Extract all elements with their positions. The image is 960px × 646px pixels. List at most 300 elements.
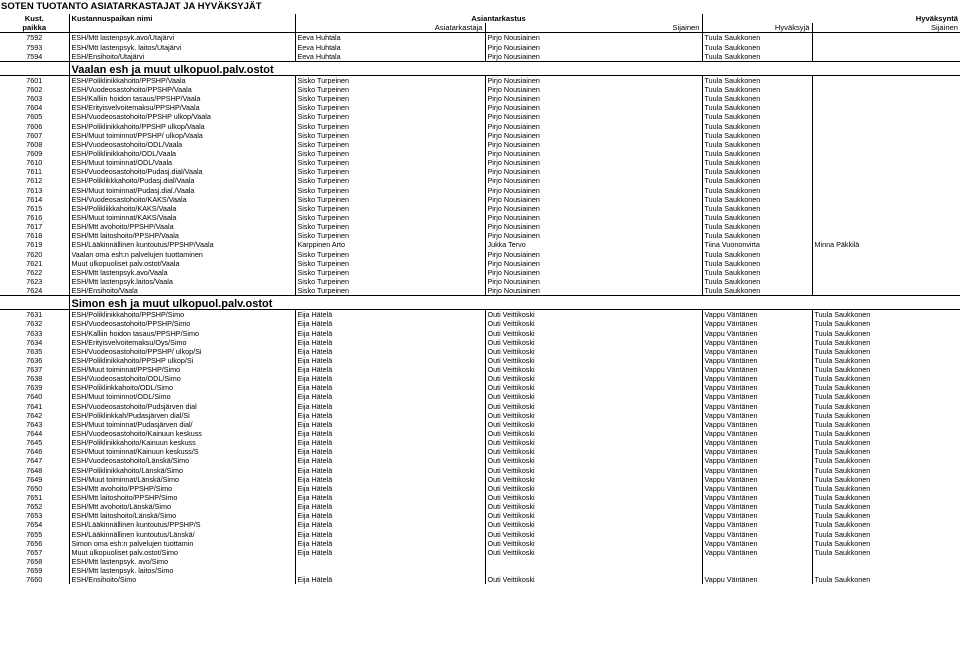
hyvaksyja-sijainen-cell: Tuula Saukkonen [812, 548, 960, 557]
cost-center-code-cell: 7656 [26, 538, 43, 548]
table-row [0, 319, 960, 328]
cost-center-code-cell: 7650 [26, 483, 43, 493]
cost-center-name-cell: ESH/Poliklinikkahoito/PPSHP/Vaala [69, 75, 295, 85]
hyvaksyja-cell: Tuula Saukkonen [702, 176, 812, 185]
table-row [0, 42, 960, 51]
sijainen-cell: Pirjo Nousiainen [485, 75, 702, 85]
cost-center-code-cell: 7602 [26, 84, 43, 94]
table-row [0, 429, 960, 438]
hyvaksyja-sijainen-cell [812, 277, 960, 286]
hyvaksyja-sijainen-cell [812, 268, 960, 277]
cost-center-name-cell: ESH/Lääkinnällinen kuntoutus/PPSHP/Vaala [69, 240, 295, 249]
cost-center-name-cell: ESH/Ensihoito/Utajärvi [69, 52, 295, 62]
sijainen-cell: Pirjo Nousiainen [485, 213, 702, 222]
asiatarkastaja-cell: Eija Hätelä [295, 548, 485, 557]
cost-center-code-cell: 7605 [26, 112, 43, 122]
cost-center-code-cell: 7645 [26, 438, 43, 448]
sijainen-cell: Outi Veittikoski [485, 548, 702, 557]
sijainen-cell: Outi Veittikoski [485, 529, 702, 538]
hyvaksyja-sijainen-cell: Tuula Saukkonen [812, 438, 960, 447]
cost-center-code-cell: 7640 [26, 392, 43, 402]
cost-center-name-cell: ESH/Poliklinikkahoito/PPSHP/Simo [69, 310, 295, 320]
table-row [0, 310, 960, 320]
hyvaksyja-sijainen-cell: Tuula Saukkonen [812, 575, 960, 584]
hyvaksyja-cell: Vappu Väntänen [702, 383, 812, 392]
hyvaksyja-sijainen-cell: Tuula Saukkonen [812, 347, 960, 356]
hyvaksyja-cell: Vappu Väntänen [702, 493, 812, 502]
asiatarkastaja-cell: Eija Hätelä [295, 529, 485, 538]
table-row [0, 356, 960, 365]
table-row [0, 149, 960, 158]
asiatarkastaja-cell: Eija Hätelä [295, 328, 485, 337]
hyvaksyja-cell: Vappu Väntänen [702, 401, 812, 410]
sijainen-cell: Pirjo Nousiainen [485, 286, 702, 296]
sijainen-cell: Pirjo Nousiainen [485, 149, 702, 158]
asiatarkastaja-cell: Eija Hätelä [295, 575, 485, 584]
hyvaksyja-cell: Tuula Saukkonen [702, 140, 812, 149]
section-title: Vaalan esh ja muut ulkopuol.palv.ostot [69, 61, 960, 75]
table-row [0, 557, 960, 566]
cost-center-name-cell: ESH/Lääkinnällinen kuntoutus/Länskä/ [69, 529, 295, 538]
hyvaksyja-sijainen-cell [812, 52, 960, 62]
asiatarkastaja-cell: Sisko Turpeinen [295, 277, 485, 286]
cost-center-code-cell: 7647 [26, 456, 43, 466]
section-spacer [0, 61, 69, 75]
asiatarkastaja-cell: Eija Hätelä [295, 338, 485, 347]
hyvaksyja-cell: Tuula Saukkonen [702, 195, 812, 204]
cost-center-code-cell: 7634 [26, 337, 43, 347]
cost-center-name-cell: ESH/Vuodeosastohoito/PPSHP/Simo [69, 319, 295, 328]
table-row [0, 240, 960, 249]
cost-center-name-cell: ESH/Muut toiminnat/PPSHP/Simo [69, 365, 295, 374]
table-row [0, 383, 960, 392]
cost-center-code-cell: 7607 [26, 130, 43, 140]
cost-center-code-cell: 7648 [26, 465, 43, 475]
table-row [0, 456, 960, 465]
table-row [0, 529, 960, 538]
sijainen-cell: Outi Veittikoski [485, 401, 702, 410]
sijainen-cell: Outi Veittikoski [485, 438, 702, 447]
sijainen-cell: Pirjo Nousiainen [485, 94, 702, 103]
hyvaksyja-sijainen-cell [812, 231, 960, 240]
cost-center-code-cell: 7643 [26, 419, 43, 429]
hyvaksyja-cell: Tuula Saukkonen [702, 167, 812, 176]
asiatarkastaja-cell: Sisko Turpeinen [295, 149, 485, 158]
table-row [0, 131, 960, 140]
table-row [0, 167, 960, 176]
table-row [0, 328, 960, 337]
cost-center-code-cell: 7614 [26, 194, 43, 204]
col-header-hyvaksyja: Hyväksyjä [702, 23, 812, 33]
cost-center-name-cell: ESH/Poliklinikkahoito/PPSHP ulkop/Vaala [69, 121, 295, 130]
asiatarkastaja-cell: Eija Hätelä [295, 401, 485, 410]
asiatarkastaja-cell: Eija Hätelä [295, 484, 485, 493]
asiatarkastaja-cell: Eija Hätelä [295, 310, 485, 320]
hyvaksyja-sijainen-cell [812, 204, 960, 213]
sijainen-cell: Pirjo Nousiainen [485, 259, 702, 268]
hyvaksyja-cell: Tuula Saukkonen [702, 75, 812, 85]
table-row [0, 548, 960, 557]
sijainen-cell: Outi Veittikoski [485, 465, 702, 474]
asiatarkastaja-cell: Eija Hätelä [295, 475, 485, 484]
col-header-sijainen-2: Sijainen [812, 23, 960, 33]
cost-center-code-cell: 7658 [26, 557, 43, 567]
hyvaksyja-cell: Vappu Väntänen [702, 347, 812, 356]
sijainen-cell: Outi Veittikoski [485, 310, 702, 320]
cost-center-name-cell: ESH/Polikliikkahoito/KAKS/Vaala [69, 204, 295, 213]
cost-center-table [0, 14, 960, 584]
sijainen-cell: Pirjo Nousiainen [485, 231, 702, 240]
table-row [0, 465, 960, 474]
asiatarkastaja-cell: Sisko Turpeinen [295, 268, 485, 277]
asiatarkastaja-cell: Sisko Turpeinen [295, 204, 485, 213]
sijainen-cell: Pirjo Nousiainen [485, 195, 702, 204]
asiatarkastaja-cell: Sisko Turpeinen [295, 259, 485, 268]
table-row [0, 94, 960, 103]
cost-center-name-cell: ESH/Ensihoito/Simo [69, 575, 295, 584]
cost-center-name-cell: ESH/Vuodeosastohoito/PPSHP/Vaala [69, 85, 295, 94]
asiatarkastaja-cell: Sisko Turpeinen [295, 249, 485, 258]
cost-center-name-cell: ESH/Mtt laitoshoito/PPSHP/Simo [69, 493, 295, 502]
table-row [0, 365, 960, 374]
cost-center-code-cell: 7624 [26, 286, 43, 296]
hyvaksyja-sijainen-cell [812, 33, 960, 43]
hyvaksyja-cell: Vappu Väntänen [702, 356, 812, 365]
sijainen-cell: Jukka Tervo [485, 240, 702, 249]
sijainen-cell: Outi Veittikoski [485, 539, 702, 548]
cost-center-name-cell: ESH/Muut toiminnat/ODL/Vaala [69, 158, 295, 167]
sijainen-cell: Pirjo Nousiainen [485, 185, 702, 194]
hyvaksyja-sijainen-cell: Tuula Saukkonen [812, 447, 960, 456]
hyvaksyja-cell: Vappu Väntänen [702, 575, 812, 584]
col-header-paikka: paikka [0, 23, 69, 33]
hyvaksyja-cell: Tuula Saukkonen [702, 213, 812, 222]
table-row [0, 103, 960, 112]
table-row [0, 338, 960, 347]
table-row [0, 85, 960, 94]
cost-center-name-cell: ESH/Vuodeosastohoito/Pudasj.dial/Vaala [69, 167, 295, 176]
asiatarkastaja-cell: Eija Hätelä [295, 447, 485, 456]
sijainen-cell: Pirjo Nousiainen [485, 42, 702, 51]
hyvaksyja-cell: Tuula Saukkonen [702, 149, 812, 158]
hyvaksyja-sijainen-cell [812, 85, 960, 94]
asiatarkastaja-cell: Sisko Turpeinen [295, 231, 485, 240]
cost-center-name-cell: ESH/Muut toiminnat/Pudasj.dial./Vaala [69, 185, 295, 194]
hyvaksyja-cell: Tuula Saukkonen [702, 131, 812, 140]
table-row [0, 249, 960, 258]
asiatarkastaja-cell: Sisko Turpeinen [295, 158, 485, 167]
asiatarkastaja-cell: Eija Hätelä [295, 456, 485, 465]
table-row [0, 286, 960, 296]
cost-center-name-cell: ESH/Ensihoito/Vaala [69, 286, 295, 296]
cost-center-name-cell: ESH/Lääkinnällinen kuntoutus/PPSHP/S [69, 520, 295, 529]
table-row [0, 484, 960, 493]
table-row [0, 475, 960, 484]
hyvaksyja-sijainen-cell: Tuula Saukkonen [812, 529, 960, 538]
hyvaksyja-cell: Tuula Saukkonen [702, 277, 812, 286]
cost-center-code-cell: 7631 [0, 310, 69, 320]
cost-center-name-cell: ESH/Poliklinkkah/Pudasjärven dial/Si [69, 411, 295, 420]
cost-center-name-cell: ESH/Erityisvelvoitemaksu/Oys/Simo [69, 338, 295, 347]
col-header-hyvaksynta: Hyväksyntä [702, 14, 960, 23]
hyvaksyja-cell: Vappu Väntänen [702, 465, 812, 474]
sijainen-cell: Outi Veittikoski [485, 347, 702, 356]
asiatarkastaja-cell: Sisko Turpeinen [295, 140, 485, 149]
hyvaksyja-sijainen-cell: Tuula Saukkonen [812, 520, 960, 529]
asiatarkastaja-cell: Sisko Turpeinen [295, 85, 485, 94]
cost-center-code-cell: 7642 [26, 410, 43, 420]
hyvaksyja-sijainen-cell [812, 140, 960, 149]
col-header-kust: Kust. [24, 14, 44, 24]
hyvaksyja-cell: Vappu Väntänen [702, 529, 812, 538]
cost-center-code-cell: 7615 [26, 203, 43, 213]
cost-center-name-cell: ESH/Mtt avohoito/PPSHP/Simo [69, 484, 295, 493]
hyvaksyja-cell: Tuula Saukkonen [702, 249, 812, 258]
table-row [0, 140, 960, 149]
asiatarkastaja-cell: Sisko Turpeinen [295, 185, 485, 194]
sijainen-cell: Outi Veittikoski [485, 447, 702, 456]
asiatarkastaja-cell: Eeva Huhtala [295, 33, 485, 43]
table-row [0, 259, 960, 268]
cost-center-name-cell: ESH/Vuodeosastohoito/PPSHP ulkop/Vaala [69, 112, 295, 121]
sijainen-cell: Pirjo Nousiainen [485, 52, 702, 62]
cost-center-name-cell: Muut ulkopuoliset palv.ostot/Vaala [69, 259, 295, 268]
cost-center-name-cell: ESH/Poliklinikkahoito/ODL/Vaala [69, 149, 295, 158]
hyvaksyja-sijainen-cell [812, 176, 960, 185]
cost-center-code-cell: 7617 [26, 222, 43, 232]
hyvaksyja-cell: Vappu Väntänen [702, 310, 812, 320]
sijainen-cell [485, 566, 702, 575]
sijainen-cell: Outi Veittikoski [485, 365, 702, 374]
cost-center-code-cell: 7593 [26, 42, 43, 52]
sijainen-cell: Pirjo Nousiainen [485, 158, 702, 167]
cost-center-code-cell: 7651 [26, 493, 43, 503]
hyvaksyja-cell [702, 557, 812, 566]
cost-center-code-cell: 7608 [26, 139, 43, 149]
table-row [0, 158, 960, 167]
sijainen-cell: Outi Veittikoski [485, 356, 702, 365]
sijainen-cell: Pirjo Nousiainen [485, 222, 702, 231]
cost-center-code-cell: 7611 [26, 167, 42, 177]
cost-center-name-cell: ESH/Vuodeosastohoito/ODL/Vaala [69, 140, 295, 149]
hyvaksyja-cell [702, 566, 812, 575]
asiatarkastaja-cell: Eeva Huhtala [295, 42, 485, 51]
table-row [0, 185, 960, 194]
hyvaksyja-sijainen-cell: Tuula Saukkonen [812, 502, 960, 511]
cost-center-code-cell: 7633 [26, 328, 43, 338]
cost-center-code-cell: 7655 [26, 529, 43, 539]
hyvaksyja-cell: Vappu Väntänen [702, 447, 812, 456]
table-row [0, 222, 960, 231]
cost-center-code-cell: 7606 [26, 121, 43, 131]
cost-center-code-cell: 7621 [26, 258, 43, 268]
table-row [0, 520, 960, 529]
cost-center-name-cell: ESH/Vuodeosastohoito/ODL/Simo [69, 374, 295, 383]
table-row [0, 401, 960, 410]
hyvaksyja-cell: Tuula Saukkonen [702, 42, 812, 51]
asiatarkastaja-cell: Eija Hätelä [295, 383, 485, 392]
hyvaksyja-cell: Tuula Saukkonen [702, 112, 812, 121]
hyvaksyja-sijainen-cell [812, 103, 960, 112]
hyvaksyja-cell: Tuula Saukkonen [702, 85, 812, 94]
hyvaksyja-cell: Vappu Väntänen [702, 328, 812, 337]
cost-center-name-cell: ESH/Poliklinikkahoito/Kainuun keskuss [69, 438, 295, 447]
cost-center-name-cell: ESH/Mtt lastenpsyk.avo/Vaala [69, 268, 295, 277]
cost-center-code-cell: 7592 [26, 33, 43, 43]
hyvaksyja-cell: Vappu Väntänen [702, 539, 812, 548]
cost-center-code-cell: 7659 [26, 566, 43, 576]
sijainen-cell: Outi Veittikoski [485, 392, 702, 401]
sijainen-cell: Outi Veittikoski [485, 475, 702, 484]
cost-center-name-cell: ESH/Poliklikkkahoito/Pudasj.dial/Vaala [69, 176, 295, 185]
header-row-1 [0, 14, 960, 23]
cost-center-code-cell: 7636 [26, 355, 43, 365]
sijainen-cell: Pirjo Nousiainen [485, 277, 702, 286]
hyvaksyja-sijainen-cell: Tuula Saukkonen [812, 310, 960, 320]
cost-center-code-cell: 7618 [26, 231, 43, 241]
table-row [0, 502, 960, 511]
asiatarkastaja-cell: Sisko Turpeinen [295, 121, 485, 130]
hyvaksyja-sijainen-cell [812, 167, 960, 176]
table-row [0, 566, 960, 575]
cost-center-code-cell: 7660 [26, 575, 43, 585]
sijainen-cell: Outi Veittikoski [485, 456, 702, 465]
asiatarkastaja-cell: Sisko Turpeinen [295, 103, 485, 112]
asiatarkastaja-cell: Eija Hätelä [295, 429, 485, 438]
table-row [0, 511, 960, 520]
hyvaksyja-cell: Tuula Saukkonen [702, 268, 812, 277]
hyvaksyja-sijainen-cell: Tuula Saukkonen [812, 328, 960, 337]
hyvaksyja-sijainen-cell: Tuula Saukkonen [812, 356, 960, 365]
cost-center-code-cell: 7632 [26, 319, 43, 329]
cost-center-name-cell: ESH/Vuodeosastohoito/Pudsjärven dial [69, 401, 295, 410]
cost-center-name-cell: ESH/Erityisvelvoitemaksu/PPSHP/Vaala [69, 103, 295, 112]
asiatarkastaja-cell: Eija Hätelä [295, 520, 485, 529]
sijainen-cell: Outi Veittikoski [485, 374, 702, 383]
sijainen-cell [485, 557, 702, 566]
table-row [0, 176, 960, 185]
hyvaksyja-cell: Tuula Saukkonen [702, 94, 812, 103]
cost-center-code-cell: 7623 [26, 276, 43, 286]
sijainen-cell: Outi Veittikoski [485, 411, 702, 420]
hyvaksyja-cell: Vappu Väntänen [702, 411, 812, 420]
cost-center-code-cell: 7610 [26, 158, 43, 168]
hyvaksyja-sijainen-cell: Tuula Saukkonen [812, 484, 960, 493]
hyvaksyja-sijainen-cell [812, 185, 960, 194]
cost-center-code-cell: 7653 [26, 511, 43, 521]
cost-center-code-cell: 7622 [26, 267, 43, 277]
asiatarkastaja-cell: Eija Hätelä [295, 420, 485, 429]
asiatarkastaja-cell: Sisko Turpeinen [295, 176, 485, 185]
hyvaksyja-sijainen-cell [812, 222, 960, 231]
hyvaksyja-sijainen-cell [812, 121, 960, 130]
asiatarkastaja-cell: Eija Hätelä [295, 511, 485, 520]
hyvaksyja-sijainen-cell: Tuula Saukkonen [812, 365, 960, 374]
hyvaksyja-sijainen-cell: Tuula Saukkonen [812, 383, 960, 392]
sijainen-cell: Pirjo Nousiainen [485, 176, 702, 185]
table-row [0, 195, 960, 204]
asiatarkastaja-cell: Sisko Turpeinen [295, 213, 485, 222]
sijainen-cell: Outi Veittikoski [485, 319, 702, 328]
section-title: Simon esh ja muut ulkopuol.palv.ostot [69, 296, 960, 310]
hyvaksyja-cell: Tuula Saukkonen [702, 52, 812, 62]
cost-center-name-cell: ESH/Poliklinikkahoito/Länskä/Simo [69, 465, 295, 474]
hyvaksyja-cell: Tuula Saukkonen [702, 158, 812, 167]
hyvaksyja-sijainen-cell [812, 158, 960, 167]
sijainen-cell: Outi Veittikoski [485, 484, 702, 493]
hyvaksyja-sijainen-cell [812, 286, 960, 296]
table-body [0, 33, 960, 585]
hyvaksyja-cell: Tuula Saukkonen [702, 33, 812, 43]
hyvaksyja-cell: Vappu Väntänen [702, 438, 812, 447]
table-row [0, 392, 960, 401]
cost-center-code-cell: 7609 [26, 148, 43, 158]
cost-center-code-cell: 7646 [26, 447, 43, 457]
cost-center-name-cell: Vaalan oma esh:n palvelujen tuottaminen [69, 249, 295, 258]
table-row [0, 231, 960, 240]
hyvaksyja-cell: Vappu Väntänen [702, 420, 812, 429]
hyvaksyja-cell: Vappu Väntänen [702, 319, 812, 328]
cost-center-name-cell: ESH/Kalliin hoidon tasaus/PPSHP/Vaala [69, 94, 295, 103]
hyvaksyja-sijainen-cell: Tuula Saukkonen [812, 429, 960, 438]
asiatarkastaja-cell: Eija Hätelä [295, 539, 485, 548]
asiatarkastaja-cell: Sisko Turpeinen [295, 75, 485, 85]
cost-center-name-cell: ESH/Mtt lastenpsyk. avo/Simo [69, 557, 295, 566]
sijainen-cell: Outi Veittikoski [485, 493, 702, 502]
table-row [0, 277, 960, 286]
hyvaksyja-sijainen-cell [812, 249, 960, 258]
sijainen-cell: Pirjo Nousiainen [485, 131, 702, 140]
cost-center-code-cell: 7616 [26, 212, 43, 222]
cost-center-name-cell: ESH/Poliklinikkahoito/PPSHP ulkop/Si [69, 356, 295, 365]
hyvaksyja-sijainen-cell [812, 557, 960, 566]
cost-center-code-cell: 7639 [26, 383, 43, 393]
sijainen-cell: Pirjo Nousiainen [485, 140, 702, 149]
hyvaksyja-sijainen-cell [812, 94, 960, 103]
hyvaksyja-cell: Tuula Saukkonen [702, 286, 812, 296]
col-header-empty [69, 23, 295, 33]
asiatarkastaja-cell: Eija Hätelä [295, 438, 485, 447]
cost-center-name-cell: ESH/Mtt lastenpsyk. laitos/Utajärvi [69, 42, 295, 51]
hyvaksyja-sijainen-cell: Tuula Saukkonen [812, 338, 960, 347]
hyvaksyja-sijainen-cell: Tuula Saukkonen [812, 392, 960, 401]
asiatarkastaja-cell: Eija Hätelä [295, 347, 485, 356]
asiatarkastaja-cell: Eija Hätelä [295, 319, 485, 328]
table-row [0, 268, 960, 277]
hyvaksyja-cell: Vappu Väntänen [702, 484, 812, 493]
cost-center-code-cell: 7635 [26, 346, 43, 356]
sijainen-cell: Pirjo Nousiainen [485, 268, 702, 277]
hyvaksyja-sijainen-cell: Tuula Saukkonen [812, 539, 960, 548]
hyvaksyja-cell: Vappu Väntänen [702, 365, 812, 374]
table-row [0, 347, 960, 356]
cost-center-name-cell: ESH/Poliklinkkahoito/ODL/Simo [69, 383, 295, 392]
asiatarkastaja-cell: Sisko Turpeinen [295, 167, 485, 176]
table-row [0, 420, 960, 429]
header-row-2 [0, 23, 960, 33]
asiatarkastaja-cell: Sisko Turpeinen [295, 286, 485, 296]
hyvaksyja-cell: Vappu Väntänen [702, 548, 812, 557]
table-row [0, 52, 960, 62]
hyvaksyja-cell: Vappu Väntänen [702, 511, 812, 520]
asiatarkastaja-cell [295, 566, 485, 575]
cost-center-name-cell: ESH/Mtt avohoito/PPSHP/Vaala [69, 222, 295, 231]
cost-center-code-cell: 7594 [26, 51, 43, 61]
hyvaksyja-cell: Vappu Väntänen [702, 520, 812, 529]
col-header-sijainen-1: Sijainen [485, 23, 702, 33]
table-row [0, 411, 960, 420]
asiatarkastaja-cell: Sisko Turpeinen [295, 222, 485, 231]
